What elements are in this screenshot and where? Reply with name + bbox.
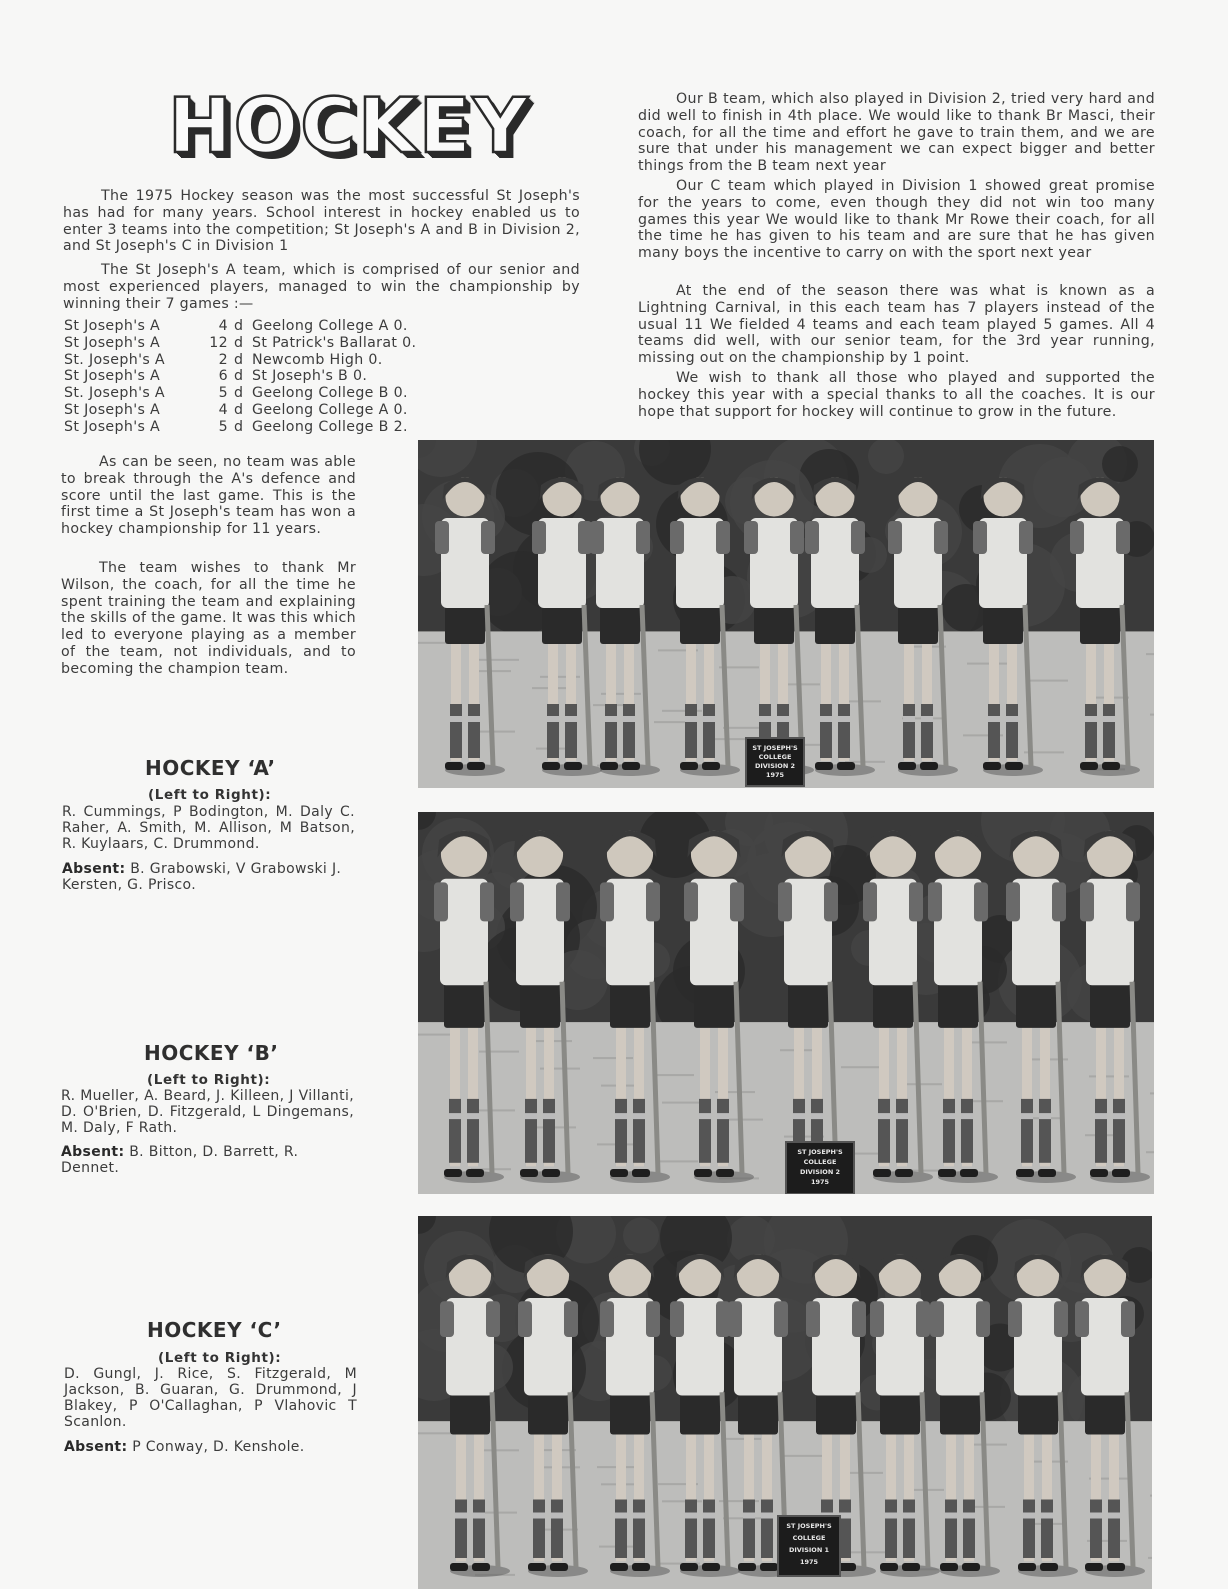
team-c-photo-image bbox=[418, 1216, 1152, 1589]
sign-text: COLLEGE bbox=[792, 1534, 826, 1542]
team-b-heading: HOCKEY ‘B’ bbox=[144, 1041, 279, 1065]
sign-text: DIVISION 2 bbox=[754, 762, 796, 770]
team-b-order-label: (Left to Right): bbox=[147, 1072, 271, 1088]
sign-text: DIVISION 2 bbox=[799, 1168, 841, 1176]
team-b-photo bbox=[418, 812, 1154, 1194]
team-a-order-label: (Left to Right): bbox=[148, 787, 272, 803]
team-a-absent: Absent: B. Grabowski, V Grabowski J. Kersten, G. Prisco. bbox=[62, 861, 342, 893]
result-row: St. Joseph's A 2 d Newcomb High 0. bbox=[64, 351, 383, 368]
absent-label: Absent: bbox=[61, 1144, 125, 1160]
team-a-names: R. Cummings, P Bodington, M. Daly C. Raher, A. Smith, M. Allison, M Batson, R. Kuylaars, C. Drummond. bbox=[62, 804, 355, 852]
team-c-heading: HOCKEY ‘C’ bbox=[147, 1318, 282, 1342]
team-a-photo-image bbox=[418, 440, 1154, 788]
result-row: St Joseph's A 5 d Geelong College B 2. bbox=[64, 418, 408, 435]
right-paragraph-2: Our C team which played in Division 1 showed great promise for the years to come, even though they did not win too many games this year We would like to thank Mr Rowe their coach, for all the time he has given to his team and are sure that he has given many boys the incentive to carry on with the sport next year bbox=[638, 178, 1155, 262]
absent-label: Absent: bbox=[64, 1439, 128, 1455]
team-c-absent: Absent: P Conway, D. Kenshole. bbox=[64, 1439, 305, 1455]
result-row: St Joseph's A 4 d Geelong College A 0. bbox=[64, 401, 408, 418]
page-title: HOCKEY bbox=[168, 81, 530, 170]
sign-text: ST JOSEPH'S bbox=[752, 744, 798, 752]
sign-text: 1975 bbox=[810, 1178, 830, 1186]
intro-paragraph-2: The St Joseph's A team, which is comprised of our senior and most experienced players, managed to win the championship by winning their 7 games :— bbox=[63, 262, 580, 312]
results-list bbox=[64, 318, 416, 436]
team-a-heading: HOCKEY ‘A’ bbox=[145, 756, 276, 780]
sign-text: DIVISION 1 bbox=[788, 1546, 830, 1554]
right-paragraph-4: We wish to thank all those who played and supported the hockey this year with a special thanks to all the coaches. It is our hope that support for hockey will continue to grow in the future. bbox=[638, 370, 1155, 420]
team-b-photo-image bbox=[418, 812, 1154, 1194]
sign-text: COLLEGE bbox=[758, 753, 792, 761]
team-c-photo bbox=[418, 1216, 1152, 1589]
team-a-photo bbox=[418, 440, 1154, 788]
absent-label: Absent: bbox=[62, 861, 126, 877]
sign-text: 1975 bbox=[765, 771, 785, 779]
right-paragraph-3: At the end of the season there was what is known as a Lightning Carnival, in this each team has 7 players instead of the usual 11 We fielded 4 teams and each team played 5 games. All 4 teams did well, with our senior team, for the 3rd year running, missing out on the championship by 1 point. bbox=[638, 283, 1155, 367]
team-c-names: D. Gungl, J. Rice, S. Fitzgerald, M Jackson, B. Guaran, G. Drummond, J Blakey, P O'Callaghan, P Vlahovic T Scanlon. bbox=[64, 1366, 357, 1430]
result-row: St Joseph's A 4 d Geelong College A 0. bbox=[64, 318, 408, 334]
result-row: St Joseph's A 6 d St Joseph's B 0. bbox=[64, 368, 368, 385]
team-b-absent: Absent: B. Bitton, D. Barrett, R. Dennet. bbox=[61, 1144, 299, 1176]
team-b-names: R. Mueller, A. Beard, J. Killeen, J Villanti, D. O'Brien, D. Fitzgerald, L Dingemans, M. Daly, F Rath. bbox=[61, 1088, 354, 1136]
result-row: St Joseph's A 12 d St Patrick's Ballarat 0. bbox=[64, 334, 417, 351]
sign-text: COLLEGE bbox=[803, 1158, 837, 1166]
result-row: St. Joseph's A 5 d Geelong College B 0. bbox=[64, 385, 408, 402]
sign-text: ST JOSEPH'S bbox=[786, 1522, 832, 1530]
summary-paragraph-2: The team wishes to thank Mr Wilson, the coach, for all the time he spent training the team and explaining the skills of the game. It was this which led to everyone playing as a member of the team, not individuals, and to becoming the champion team. bbox=[61, 560, 356, 677]
team-c-order-label: (Left to Right): bbox=[158, 1350, 282, 1366]
intro-paragraph-1: The 1975 Hockey season was the most successful St Joseph's has had for many years. School interest in hockey enabled us to enter 3 teams into the competition; St Joseph's A and B in Division 2, and St Joseph's C in Division 1 bbox=[63, 188, 580, 255]
sign-text: ST JOSEPH'S bbox=[797, 1148, 843, 1156]
summary-paragraph-1: As can be seen, no team was able to break through the A's defence and score until the last game. This is the first time a St Joseph's team has won a hockey championship for 11 years. bbox=[61, 454, 356, 538]
right-paragraph-1: Our B team, which also played in Division 2, tried very hard and did well to finish in 4th place. We would like to thank Br Masci, their coach, for all the time and effort he gave to train them, and we are sure that under his management we can expect bigger and better things from the B team next year bbox=[638, 91, 1155, 175]
sign-text: 1975 bbox=[799, 1558, 819, 1566]
